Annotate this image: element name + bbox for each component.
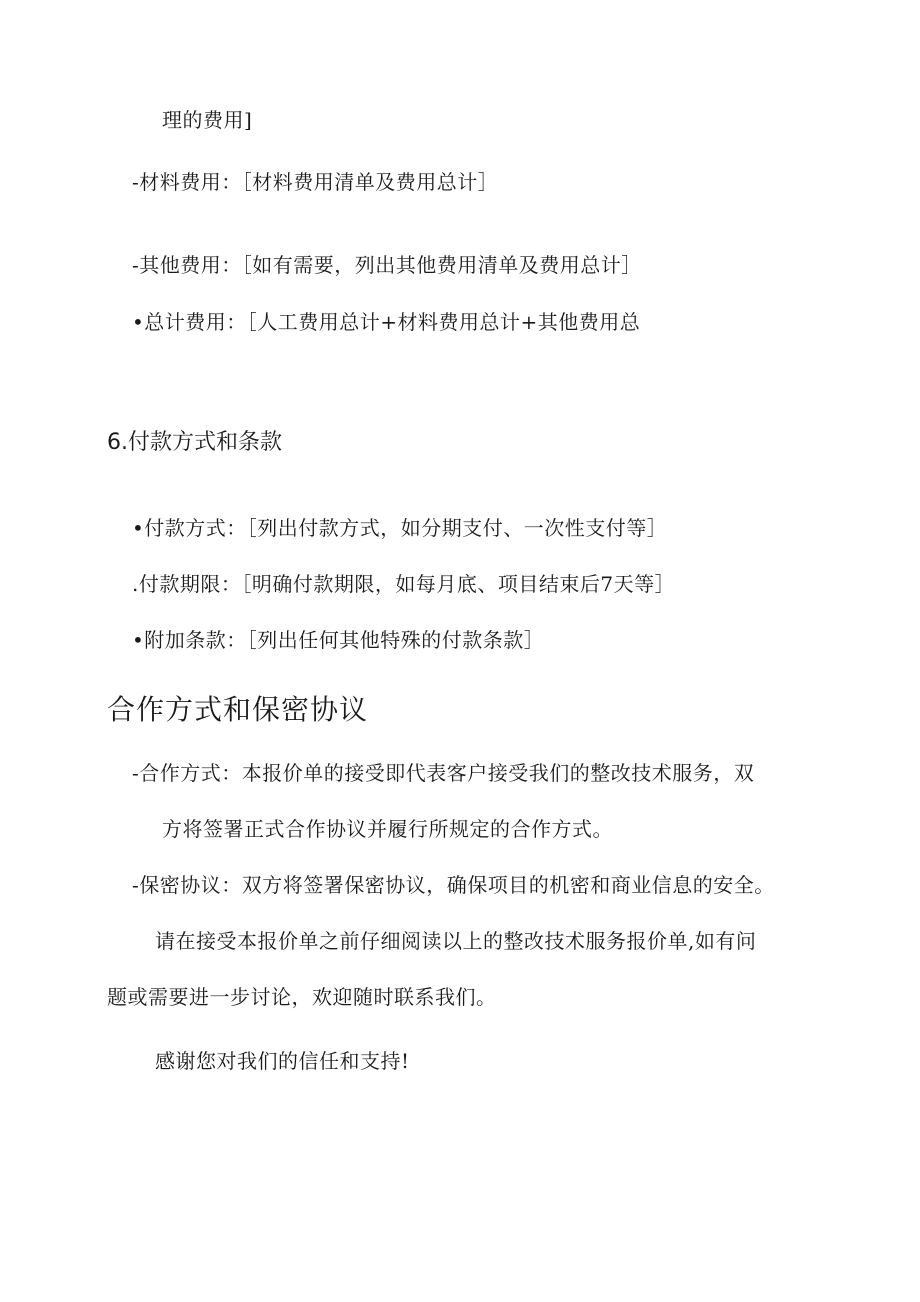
payment-term-item: .付款期限：［明确付款期限，如每月底、项目结束后7天等］	[132, 572, 676, 596]
cooperation-section-heading: 合作方式和保密协议	[107, 693, 369, 726]
closing-note-line1: 请在接受本报价单之前仔细阅读以上的整改技术服务报价单,如有问	[155, 929, 757, 953]
confidentiality-item: -保密协议：双方将签署保密协议，确保项目的机密和商业信息的安全。	[132, 873, 775, 897]
payment-method-item: •付款方式：［列出付款方式，如分期支付、一次性支付等］	[132, 516, 668, 540]
cooperation-method-line2: 方将签署正式合作协议并履行所规定的合作方式。	[162, 817, 613, 841]
other-cost-item: -其他费用：［如有需要，列出其他费用清单及费用总计］	[132, 253, 642, 277]
closing-note-line2: 题或需要进一步讨论，欢迎随时联系我们。	[107, 985, 497, 1009]
material-cost-item: -材料费用：［材料费用清单及费用总计］	[132, 170, 499, 194]
total-cost-item: •总计费用：［人工费用总计+材料费用总计+其他费用总	[132, 310, 641, 334]
cooperation-method-line1: -合作方式：本报价单的接受即代表客户接受我们的整改技术服务，双	[132, 761, 755, 785]
labor-cost-continuation: 理的费用]	[162, 108, 253, 132]
payment-section-heading: 6.付款方式和条款	[107, 430, 282, 455]
additional-terms-item: •附加条款：［列出任何其他特殊的付款条款］	[132, 628, 545, 652]
closing-thanks: 感谢您对我们的信任和支持!	[155, 1049, 410, 1073]
